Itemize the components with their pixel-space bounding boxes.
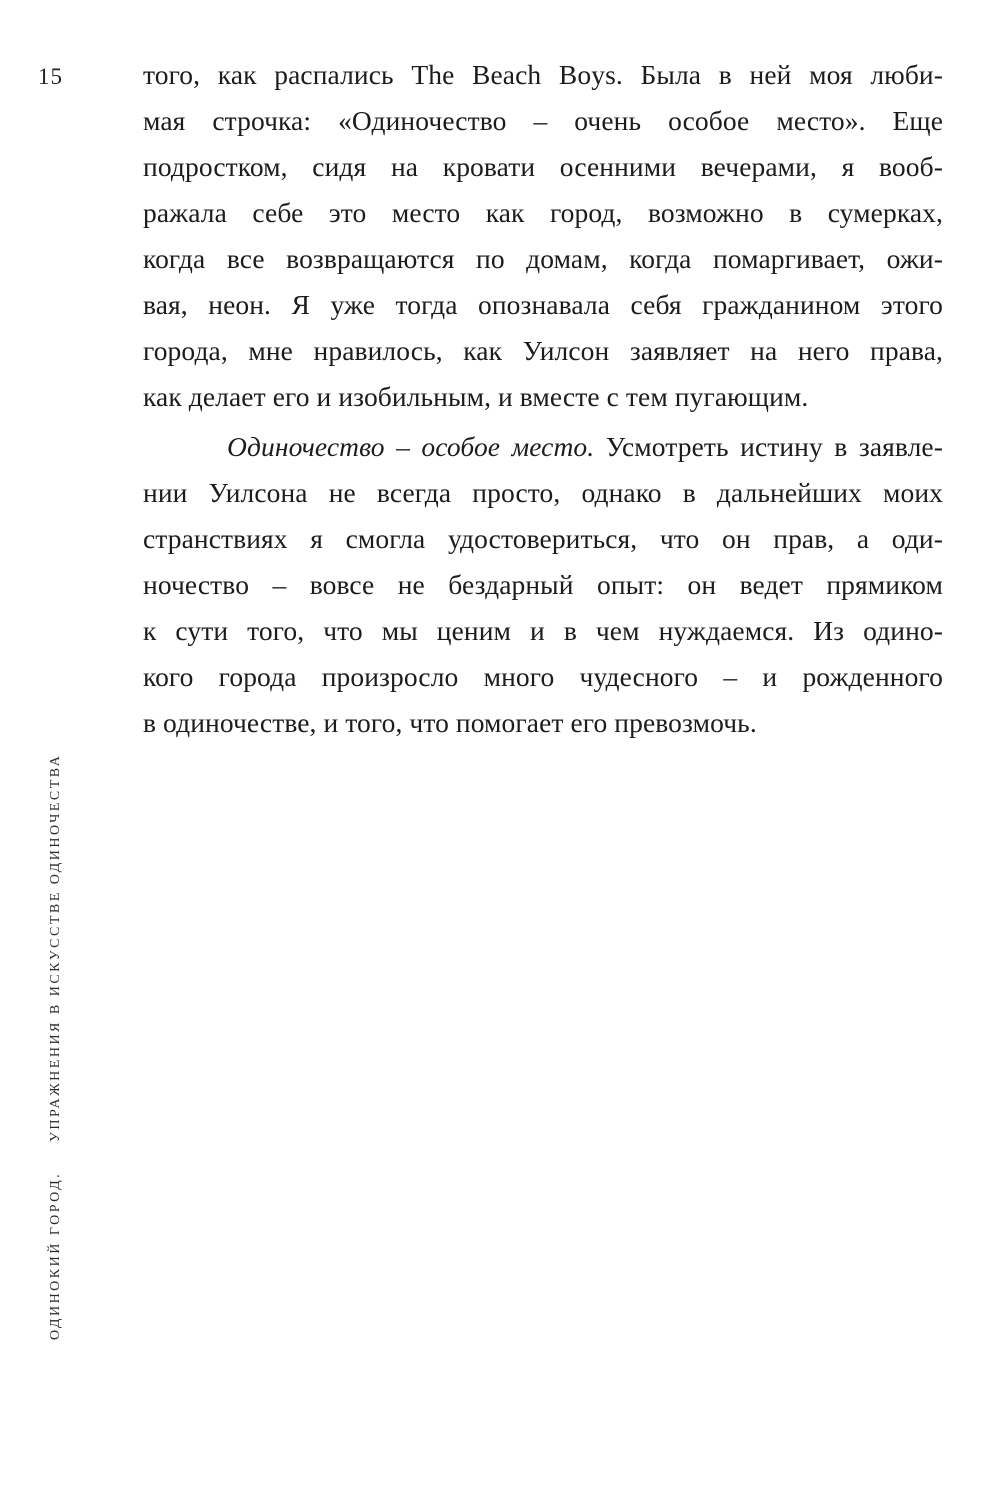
running-head xyxy=(48,754,64,1340)
text-line: странствиях я смогла удостовериться, что он прав, а оди- xyxy=(143,523,943,554)
paragraph-1 xyxy=(143,52,943,420)
book-subtitle: УПРАЖНЕНИЯ В ИСКУССТВЕ ОДИНОЧЕСТВА xyxy=(48,753,63,1142)
text-line: ражала себе это место как город, возможно в сумерках, xyxy=(143,197,943,228)
text-line: как делает его и изобильным, и вместе с тем пугающим. xyxy=(143,381,809,412)
text-line: кого города произросло много чудесного – и рожденного xyxy=(143,661,943,692)
text-line: подростком, сидя на кровати осенними вечерами, я вооб- xyxy=(143,151,943,182)
text-line: нии Уилсона не всегда просто, однако в дальнейших моих xyxy=(143,477,943,508)
text-line: к сути того, что мы ценим и в чем нуждаемся. Из одино- xyxy=(143,615,943,646)
page-number: 15 xyxy=(38,64,63,89)
text-line: мая строчка: «Одиночество – очень особое место». Еще xyxy=(143,105,943,136)
paragraph-first-line xyxy=(143,424,943,470)
text-line: в одиночестве, и того, что помогает его превозмочь. xyxy=(143,707,757,738)
text-line: вая, неон. Я уже тогда опознавала себя гражданином этого xyxy=(143,289,943,320)
text-run: Усмотреть истину в заявле- xyxy=(594,431,943,462)
text-line: того, как распались The Beach Boys. Была в ней моя люби- xyxy=(143,59,943,90)
body-text xyxy=(143,52,943,746)
paragraph-2 xyxy=(143,424,943,746)
italic-quote: Одиночество – особое место. xyxy=(227,431,595,462)
book-title: ОДИНОКИЙ ГОРОД. xyxy=(48,1171,63,1340)
text-line: ночество – вовсе не бездарный опыт: он ведет прямиком xyxy=(143,569,943,600)
text-line: когда все возвращаются по домам, когда помаргивает, ожи- xyxy=(143,243,943,274)
text-line: города, мне нравилось, как Уилсон заявляет на него права, xyxy=(143,335,943,366)
